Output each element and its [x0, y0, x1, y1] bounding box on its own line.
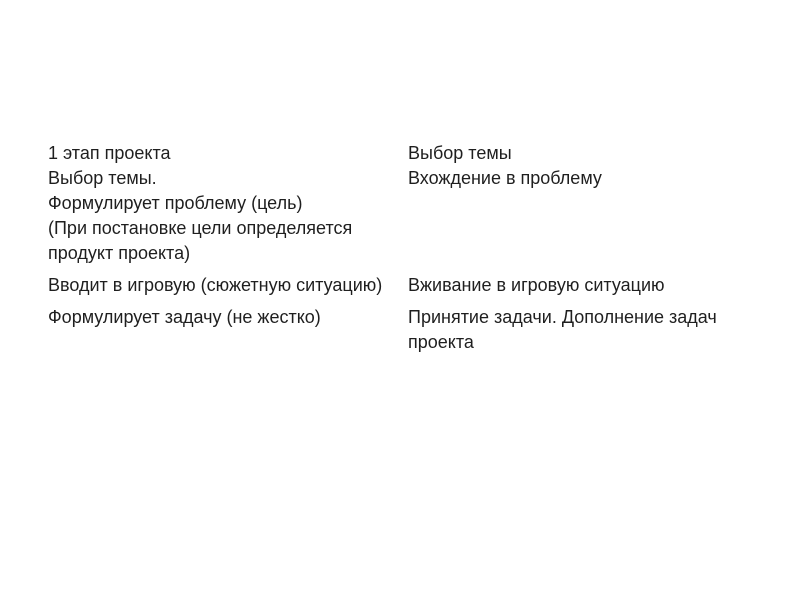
- cell-stage-activity: [408, 273, 772, 298]
- text-line: 1 этап проекта: [48, 143, 171, 163]
- text-line: Формулирует проблему (цель): [48, 193, 303, 213]
- table-row: [48, 141, 772, 266]
- table-row: [48, 273, 772, 298]
- cell-stage-activity: [408, 141, 772, 191]
- cell-stage-description: [48, 141, 408, 266]
- text-line: Вхождение в проблему: [408, 168, 602, 188]
- text-line: Выбор темы.: [48, 168, 157, 188]
- text-line: (При постановке цели определяется продукт проекта): [48, 218, 353, 263]
- text-line: Формулирует задачу (не жестко): [48, 307, 321, 327]
- text-line: Вживание в игровую ситуацию: [408, 275, 665, 295]
- cell-stage-description: [48, 305, 408, 330]
- text-line: Принятие задачи. Дополнение задач проекта: [408, 307, 717, 352]
- content-table: [48, 141, 772, 362]
- text-line: Вводит в игровую (сюжетную ситуацию): [48, 275, 383, 295]
- table-row: [48, 305, 772, 355]
- text-line: Выбор темы: [408, 143, 512, 163]
- cell-stage-activity: [408, 305, 772, 355]
- cell-stage-description: [48, 273, 408, 298]
